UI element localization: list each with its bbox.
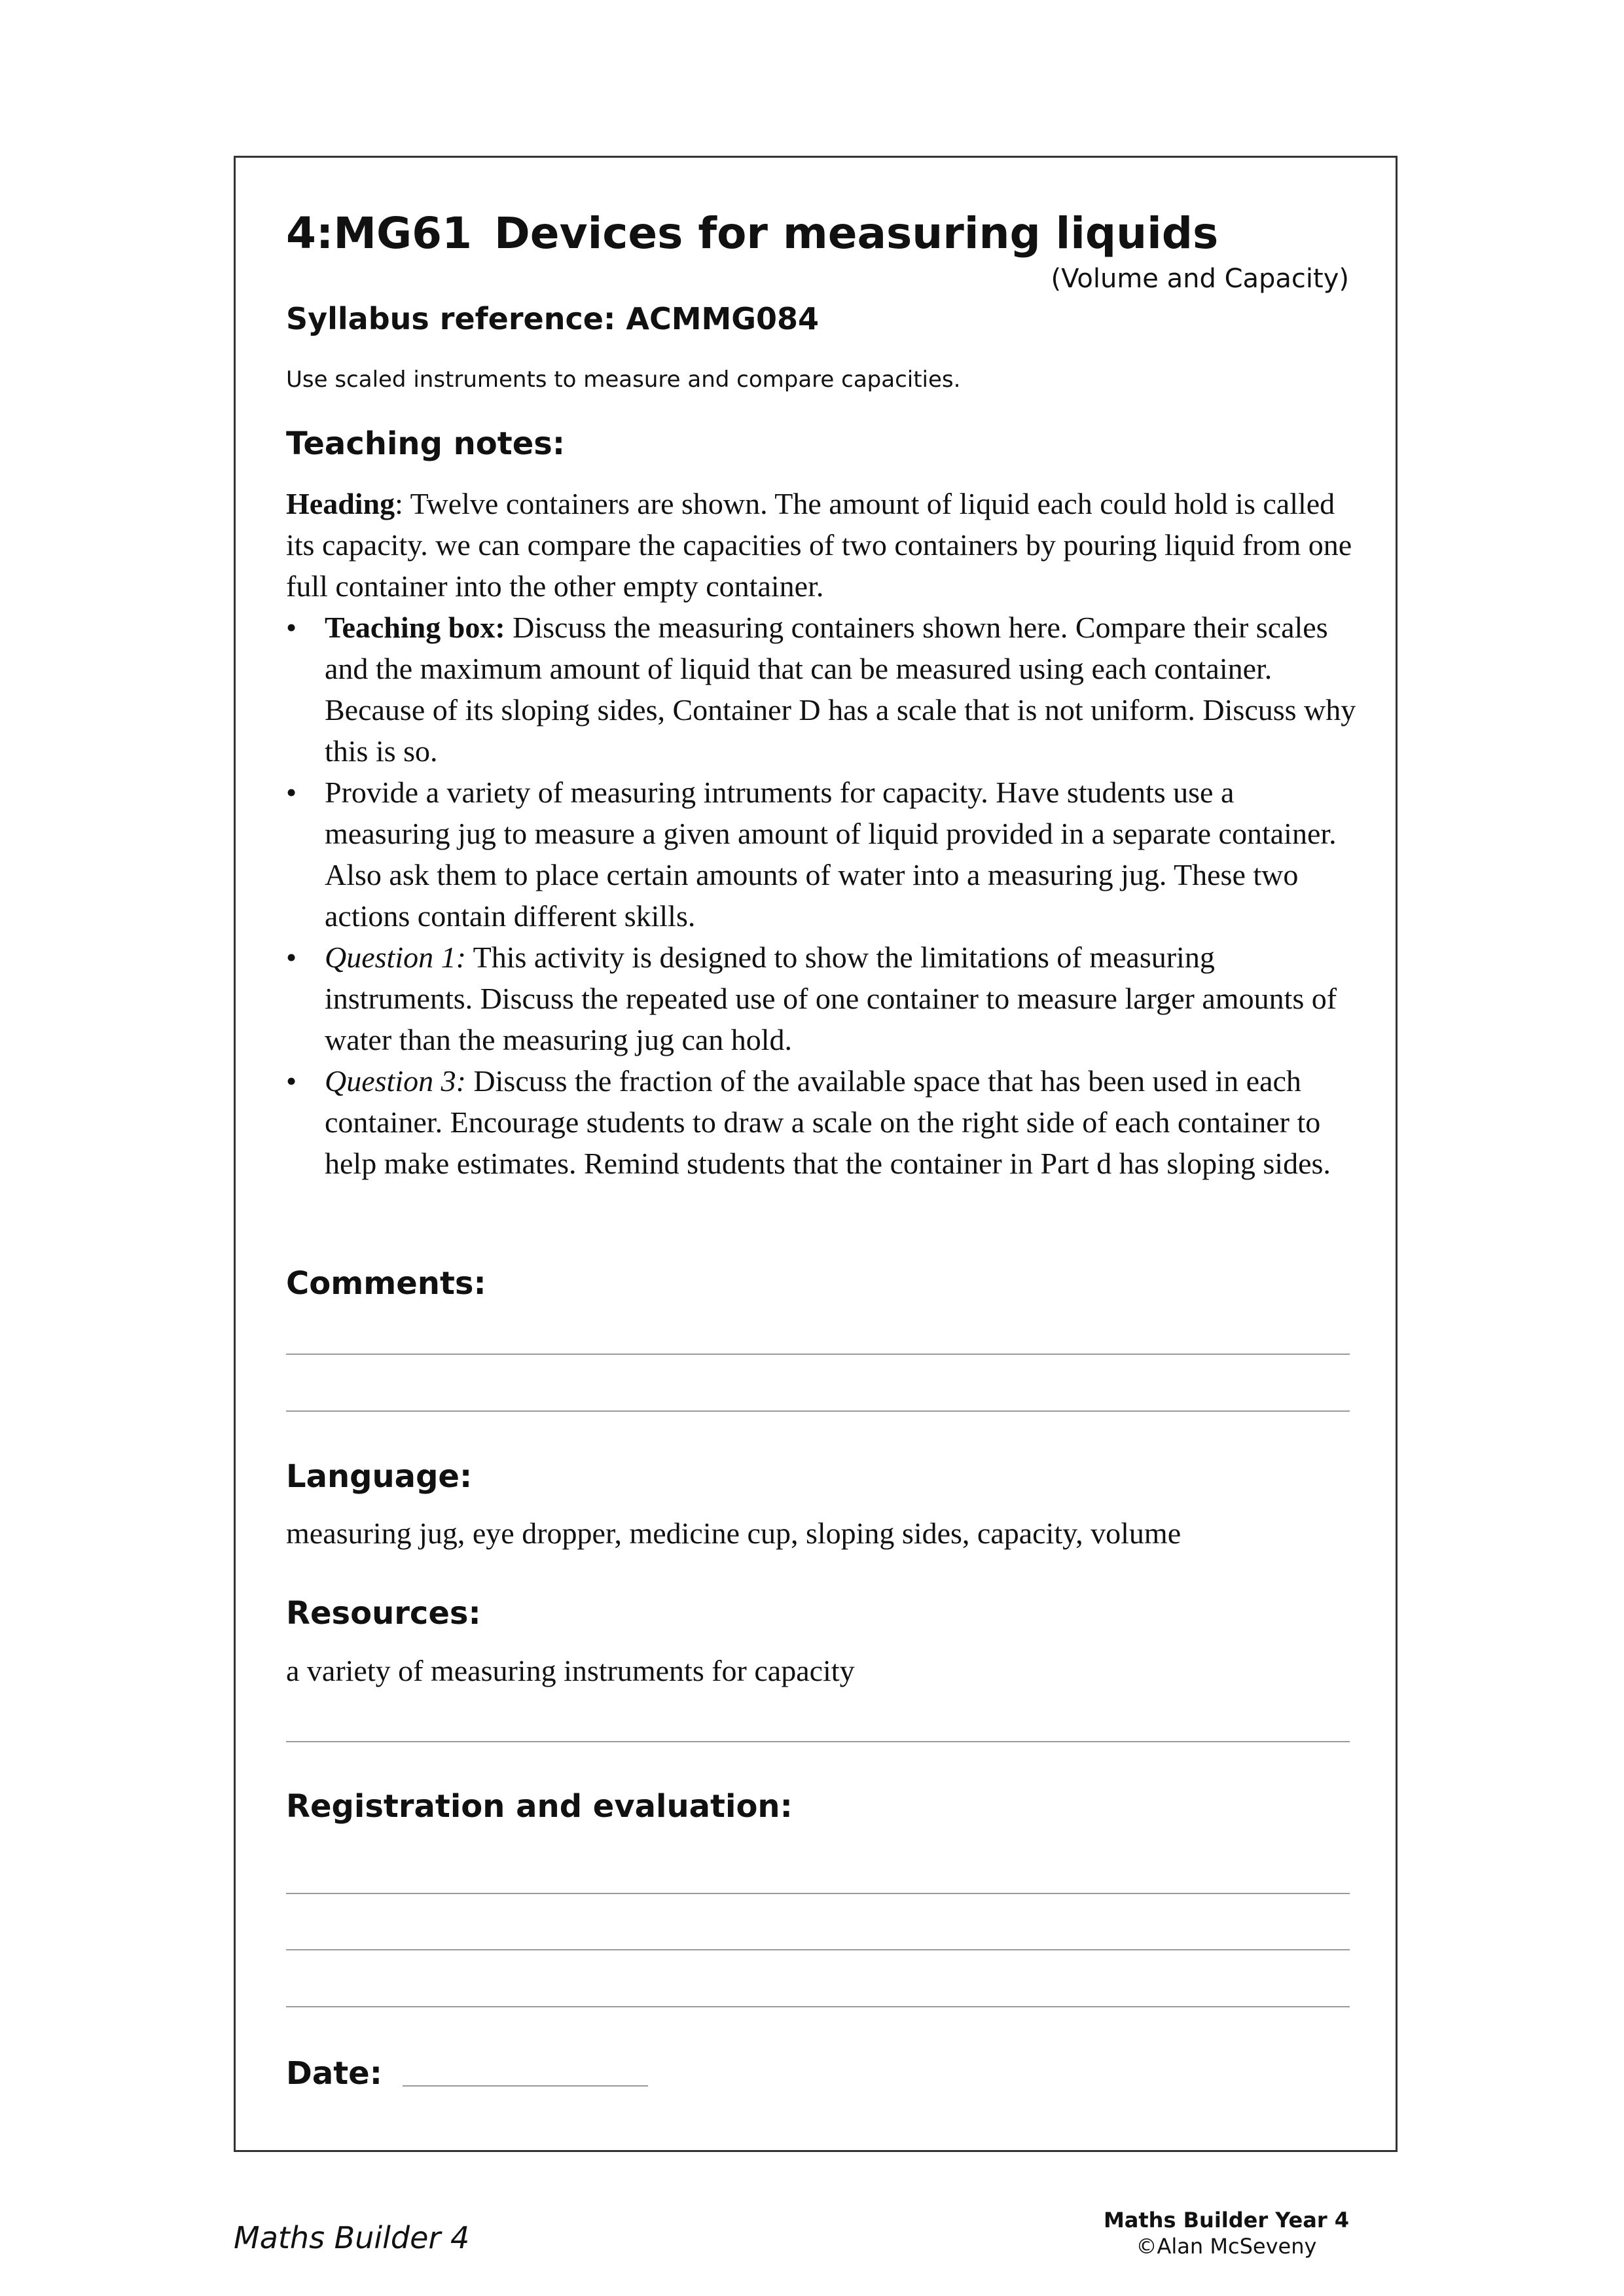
footer-credits — [1104, 2207, 1349, 2259]
item-text: Provide a variety of measuring intruments for capacity. Have students use a measuring jug to measure a given amount of liquid provided in a separate container. Also ask them to place certain amounts of water into a measuring jug. These two actions contain different skills. — [325, 776, 1337, 933]
item-text: Discuss the fraction of the available space that has been used in each container. Encourage students to draw a scale on the right side of each container to help make estimates. Remind students that the container in Part d has sloping sides. — [325, 1064, 1331, 1180]
bullet: • — [286, 1064, 297, 1098]
date-label: Date: — [286, 2055, 382, 2092]
item-text: Discuss the measuring containers shown here. Compare their scales and the maximum amount of liquid that can be measured using each container. Because of its sloping sides, Container D has a scale that is not uniform. Discuss why this is so. — [325, 611, 1356, 768]
comments-heading: Comments: — [286, 1265, 486, 1302]
comments-line — [286, 1354, 1350, 1355]
teaching-notes-heading: Teaching notes: — [286, 425, 566, 462]
lesson-code: 4:MG61 — [286, 208, 473, 259]
lesson-subtitle: (Volume and Capacity) — [1051, 264, 1349, 294]
registration-line — [286, 1893, 1350, 1894]
resources-line — [286, 1741, 1350, 1742]
footer-book-title: Maths Builder Year 4 — [1103, 2208, 1349, 2233]
item-label: Teaching box: — [325, 611, 505, 644]
bullet: • — [286, 611, 297, 644]
item-label: Question 3: — [325, 1064, 466, 1098]
list-item — [286, 937, 1360, 1060]
language-text: measuring jug, eye dropper, medicine cup, sloping sides, capacity, volume — [286, 1516, 1182, 1550]
resources-text: a variety of measuring instruments for capacity — [286, 1654, 855, 1687]
list-item — [286, 1060, 1360, 1184]
registration-heading: Registration and evaluation: — [286, 1788, 793, 1825]
notes-intro — [286, 483, 1360, 607]
notes-list — [286, 607, 1360, 1184]
comments-line — [286, 1410, 1350, 1412]
registration-line — [286, 2006, 1350, 2007]
bullet: • — [286, 776, 297, 809]
language-heading: Language: — [286, 1458, 473, 1495]
list-item — [286, 772, 1360, 937]
page-title — [286, 208, 1218, 259]
list-item — [286, 607, 1360, 772]
outcome-statement: Use scaled instruments to measure and compare capacities. — [286, 367, 961, 393]
lesson-title: Devices for measuring liquids — [494, 208, 1219, 259]
intro-text: : Twelve containers are shown. The amount of liquid each could hold is called its capacity. we can compare the capacities of two containers by pouring liquid from one full container into the other empty container. — [286, 487, 1352, 603]
intro-label: Heading — [286, 487, 395, 520]
resources-heading: Resources: — [286, 1595, 481, 1632]
bullet: • — [286, 941, 297, 974]
item-text: This activity is designed to show the limitations of measuring instruments. Discuss the repeated use of one container to measure larger amounts of water than the measuring jug can hold. — [325, 941, 1337, 1056]
footer-copyright: ©Alan McSeveny — [1136, 2234, 1317, 2259]
teaching-notes-body — [286, 483, 1360, 1184]
item-label: Question 1: — [325, 941, 466, 974]
footer-series-name: Maths Builder 4 — [234, 2220, 470, 2255]
syllabus-reference: Syllabus reference: ACMMG084 — [286, 301, 820, 336]
registration-line — [286, 1949, 1350, 1950]
date-line — [403, 2085, 648, 2087]
